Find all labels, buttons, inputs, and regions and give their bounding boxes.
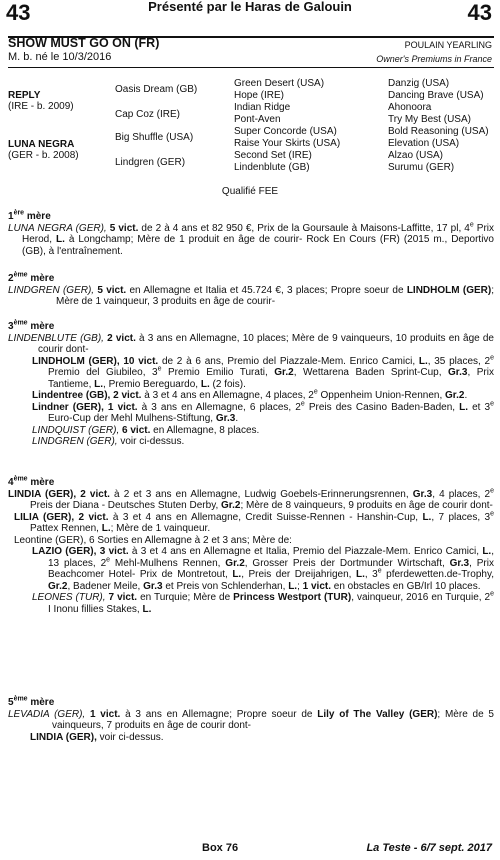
presented-by: Présenté par le Haras de Galouin <box>148 0 352 14</box>
pedigree-gen3-3: Indian Ridge <box>234 102 291 113</box>
pedigree-gen4-3: Ahonoora <box>388 102 432 113</box>
produce-entry: LINDHOLM (GER), 10 vict. de 2 à 6 ans, Premio del Piazzale-Mem. Enrico Camici, L., 35 places, 2e Premio del Giubileo, 3e Premio Emilio Turati, Gr.2, Wettarena Baden Sprint-Cup, Gr.3, Prix Tantieme, L., Premio Bereguardo, L. (2 fois). <box>32 354 494 390</box>
pedigree-gen3-1: Green Desert (USA) <box>234 78 325 89</box>
section-fourth-dam <box>8 477 494 615</box>
produce-entry: LAZIO (GER), 3 vict. à 3 et 4 ans en Allemagne et Italia, Premio del Piazzale-Mem. Enrico Camici, L., 13 places, 2e Mehl-Mulhens Rennen, Gr.2, Grosser Preis der Dortmunder Wirtschaft, Gr.3, Prix Beachcomer Hotel- Prix de Montretout, L., Preis der Dreijahrigen, L., 3e pferdewetten.de-Trophy, Gr.2, Badener Meile, Gr.3 et Preis von Schlenderhan, L.; 1 vict. en obstacles en GB/Irl 10 places. <box>32 546 494 592</box>
sire-name: REPLY <box>8 90 41 101</box>
pedigree-gen3-7: Second Set (IRE) <box>234 150 312 161</box>
pedigree-gen4-8: Surumu (GER) <box>388 162 455 173</box>
horse-birth: M. b. né le 10/3/2016 <box>8 51 112 63</box>
pedigree-gen4-5: Bold Reasoning (USA) <box>388 126 489 137</box>
section-fifth-dam <box>8 697 494 743</box>
pedigree-gen3-8: Lindenblute (GB) <box>234 162 310 173</box>
pedigree-gen2-1: Oasis Dream (GB) <box>115 84 198 95</box>
owner-premiums: Owner's Premiums in France <box>376 54 492 64</box>
qualifie-fee: Qualifié FEE <box>221 186 279 197</box>
pedigree-gen2-2: Cap Coz (IRE) <box>115 109 181 120</box>
produce-entry: Lindner (GER), 1 vict. à 3 ans en Allemagne, 6 places, 2e Preis des Casino Baden-Baden, L. et 3e Euro-Cup der Mehl Mulhens-Stiftung, Gr.3. <box>32 400 494 424</box>
section-title: 2ème mère <box>8 271 55 284</box>
produce-entry: LEONES (TUR), 7 vict. en Turquie; Mère de Princess Westport (TUR), vainqueur, 2016 en Turquie, 2e I Inonu fillies Stakes, L. <box>32 590 495 615</box>
box-number: Box 76 <box>202 842 239 854</box>
pedigree-gen2-4: Lindgren (GER) <box>115 157 186 168</box>
section-third-dam <box>8 321 494 448</box>
pedigree-gen3-6: Raise Your Skirts (USA) <box>234 138 341 149</box>
pedigree-gen4-1: Danzig (USA) <box>388 78 450 89</box>
lot-number-left: 43 <box>6 0 31 25</box>
horse-name: SHOW MUST GO ON (FR) <box>8 36 160 50</box>
section-title: 5ème mère <box>8 695 55 708</box>
section-title: 3ème mère <box>8 319 55 332</box>
lot-number-right: 43 <box>467 0 492 25</box>
produce-entry: Lindentree (GB), 2 vict. à 3 et 4 ans en Allemagne, 4 places, 2e Oppenheim Union-Rennen, Gr.2. <box>32 388 468 401</box>
pedigree-gen4-6: Elevation (USA) <box>388 138 460 149</box>
sire-info: (IRE - b. 2009) <box>8 101 74 112</box>
produce-entry: LINDIA (GER), voir ci-dessus. <box>30 731 164 743</box>
horse-category: POULAIN YEARLING <box>404 40 492 50</box>
page-header <box>0 0 500 28</box>
dam-name: LUNA NEGRA <box>8 139 75 150</box>
dam-paragraph: LUNA NEGRA (GER), 5 vict. de 2 à 4 ans et 82 950 €, Prix de la Goursaule à Maisons-Laffitte, 17 pl, 4e Prix Herod, L. à Longchamp; Mère de 1 produit en âge de courir- Rock En Cours (FR) (2015 m., Deportivo (GB), à l'entraînement. <box>8 221 495 257</box>
pedigree-gen3-4: Pont-Aven <box>234 114 281 125</box>
sale-venue: La Teste - 6/7 sept. 2017 <box>366 842 492 854</box>
section-title: 1ère mère <box>8 209 51 222</box>
pedigree-gen3-5: Super Concorde (USA) <box>234 126 337 137</box>
pedigree-gen3-2: Hope (IRE) <box>234 90 285 101</box>
section-title: 4ème mère <box>8 475 55 488</box>
produce-entry: LILIA (GER), 2 vict. à 3 et 4 ans en Allemagne, Credit Suisse-Rennen - Hanshin-Cup, L., 7 places, 3e Pattex Rennen, L.; Mère de 1 vainqueur. <box>14 510 495 534</box>
dam-paragraph: LINDGREN (GER), 5 vict. en Allemagne et Italia et 45.724 €, 3 places; Propre soeur de LINDHOLM (GER); Mère de 1 vainqueur, 3 produits en âge de courir- <box>8 284 494 307</box>
pedigree-gen4-4: Try My Best (USA) <box>388 114 471 125</box>
pedigree-gen2-3: Big Shuffle (USA) <box>115 132 194 143</box>
dam-paragraph: LEVADIA (GER), 1 vict. à 3 ans en Allemagne; Propre soeur de Lily of The Valley (GER); Mère de 5 vainqueurs, 7 produits en âge de courir dont- <box>8 708 494 731</box>
pedigree-divider <box>8 67 494 68</box>
section-second-dam <box>8 273 494 308</box>
produce-entry: LINDGREN (GER), voir ci-dessus. <box>32 436 185 447</box>
dam-paragraph: LINDIA (GER), 2 vict. à 2 et 3 ans en Allemagne, Ludwig Goebels-Erinnerungsrennen, Gr.3, 4 places, 2e Preis der Diana - Deutsches Stuten Derby, Gr.2; Mère de 8 vainqueurs, 9 produits en âge de courir dont- <box>8 487 494 511</box>
pedigree-gen4-7: Alzao (USA) <box>388 150 444 161</box>
section-first-dam <box>8 211 494 257</box>
produce-entry: Leontine (GER), 6 Sorties en Allemagne à 2 et 3 ans; Mère de: <box>14 534 292 546</box>
dam-paragraph: LINDENBLUTE (GB), 2 vict. à 3 ans en Allemagne, 10 places; Mère de 9 vainqueurs, 10 produits en âge de courir dont- <box>8 332 494 355</box>
dam-info: (GER - b. 2008) <box>8 150 79 161</box>
page-footer <box>0 843 500 857</box>
pedigree-gen4-2: Dancing Brave (USA) <box>388 90 484 101</box>
produce-entry: LINDQUIST (GER), 6 vict. en Allemagne, 8 places. <box>32 424 260 436</box>
